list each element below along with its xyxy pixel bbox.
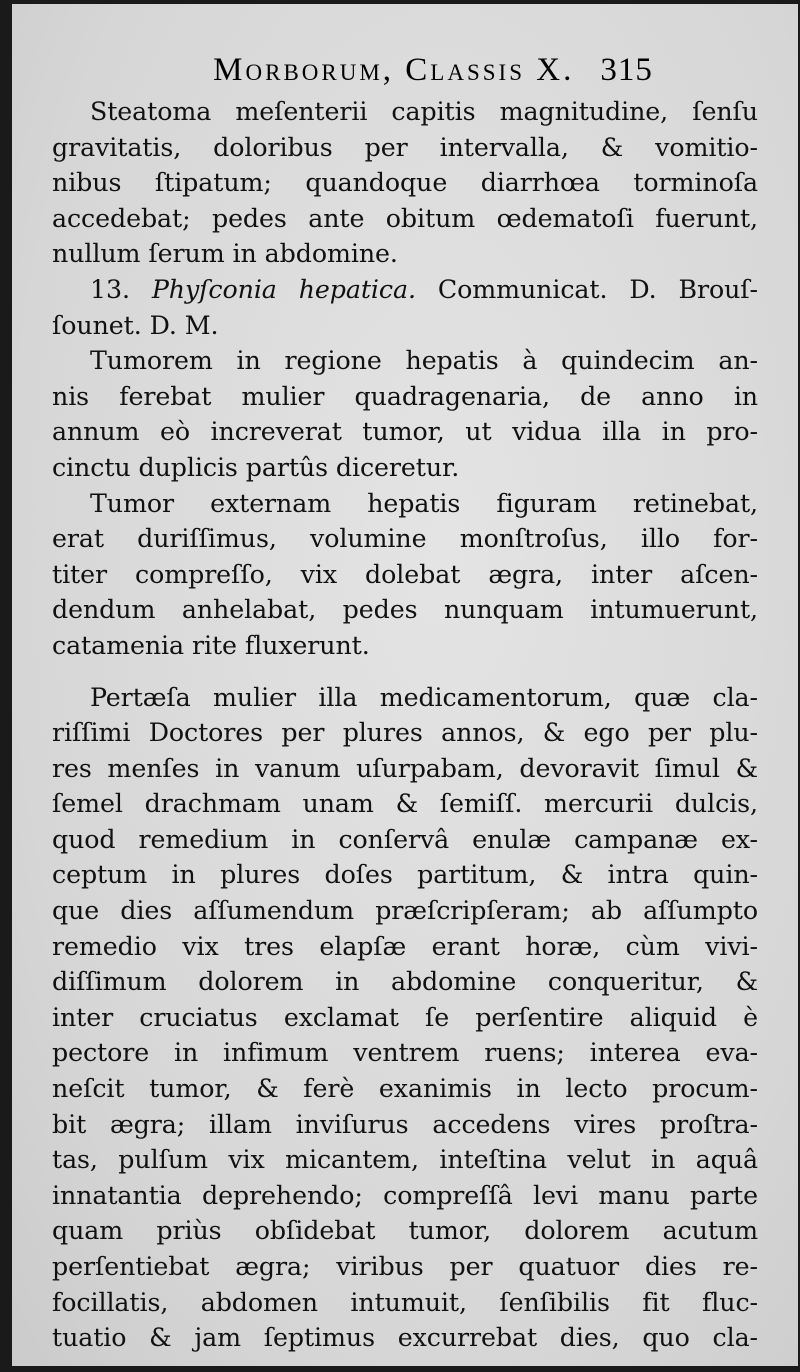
running-title: Morborum, Classis X. [213,52,575,88]
page-number: 315 [600,52,653,88]
text-line: quam priùs obſidebat tumor, dolorem acutum [52,1216,758,1246]
body-text [52,94,758,1356]
text-line: Tumorem in regione hepatis à quindecim an- [90,346,758,376]
text-line: gravitatis, doloribus per intervalla, & vomitio- [52,132,758,162]
book-page [12,4,798,1366]
text-line: titer compreſſo, vix dolebat ægra, inter aſcen- [52,559,758,589]
text-line: diſſimum dolorem in abdomine conqueritur, & [52,967,758,997]
text-line: que dies aſſumendum præſcripſeram; ab aſſumpto [52,896,758,926]
text-line: accedebat; pedes ante obitum œdematoſi fuerunt, [52,203,758,233]
text-line: erat duriſſimus, volumine monſtroſus, illo for- [52,524,758,554]
text-line: remedio vix tres elapſæ erant horæ, cùm vivi- [52,931,758,961]
text-line: Steatoma meſenterii capitis magnitudine, ſenſu [90,97,758,126]
paragraph-pertaesa [52,680,758,1356]
paragraph-tumorem [52,343,758,485]
text-line: nibus ſtipatum; quandoque diarrhœa torminoſa [52,168,758,198]
text-line: innatantia deprehendo; compreſſâ levi manu parte [52,1180,758,1210]
text-line: pectore in infimum ventrem ruens; interea eva- [52,1038,758,1068]
running-header [52,50,758,90]
text-line: annum eò increverat tumor, ut vidua illa in pro- [52,417,758,447]
paragraph-tumor-externam [52,486,758,664]
text-line: Tumor externam hepatis figuram retinebat, [90,488,758,518]
paragraph-physconia-heading [52,272,758,343]
text-line: catamenia rite fluxerunt. [52,630,370,660]
species-name: Phyſconia hepatica. [151,274,416,304]
text-line: riſſimi Doctores per plures annos, & ego per plu- [52,718,758,748]
text-line [52,272,758,308]
text-line: inter cruciatus exclamat ſe perſentire aliquid è [52,1002,758,1032]
species-number: 13. [90,274,130,304]
text-line: quod remedium in conſervâ enulæ campanæ ex- [52,824,758,854]
text-line: ſemel drachmam unam & ſemiſſ. mercurii dulcis, [52,789,758,819]
text-line: neſcit tumor, & ferè exanimis in lecto procum- [52,1074,758,1104]
text-line: tas, pulſum vix micantem, inteſtina velut in aquâ [52,1145,758,1175]
text-line: nis ferebat mulier quadragenaria, de anno in [52,381,758,411]
text-line: tuatio & jam ſeptimus excurrebat dies, quo cla- [52,1323,758,1353]
communicated-by: Communicat. D. Brouſ- [437,274,758,304]
text-line: perſentiebat ægra; viribus per quatuor dies re- [52,1252,758,1281]
text-line: bit ægra; illam inviſurus accedens vires proſtra- [52,1109,758,1139]
text-line: Pertæſa mulier illa medicamentorum, quæ cla- [90,682,758,712]
text-line: ſounet. D. M. [52,310,219,340]
text-line: dendum anhelabat, pedes nunquam intumuerunt, [52,595,758,625]
text-line: nullum ſerum in abdomine. [52,239,398,269]
text-line: res menſes in vanum uſurpabam, devoravit ſimul & [52,753,758,783]
text-line: cinctu duplicis partûs diceretur. [52,452,460,482]
paragraph-steatoma [52,94,758,272]
text-line: ceptum in plures doſes partitum, & intra quin- [52,860,758,890]
text-line: focillatis, abdomen intumuit, ſenſibilis fit fluc- [52,1287,758,1317]
